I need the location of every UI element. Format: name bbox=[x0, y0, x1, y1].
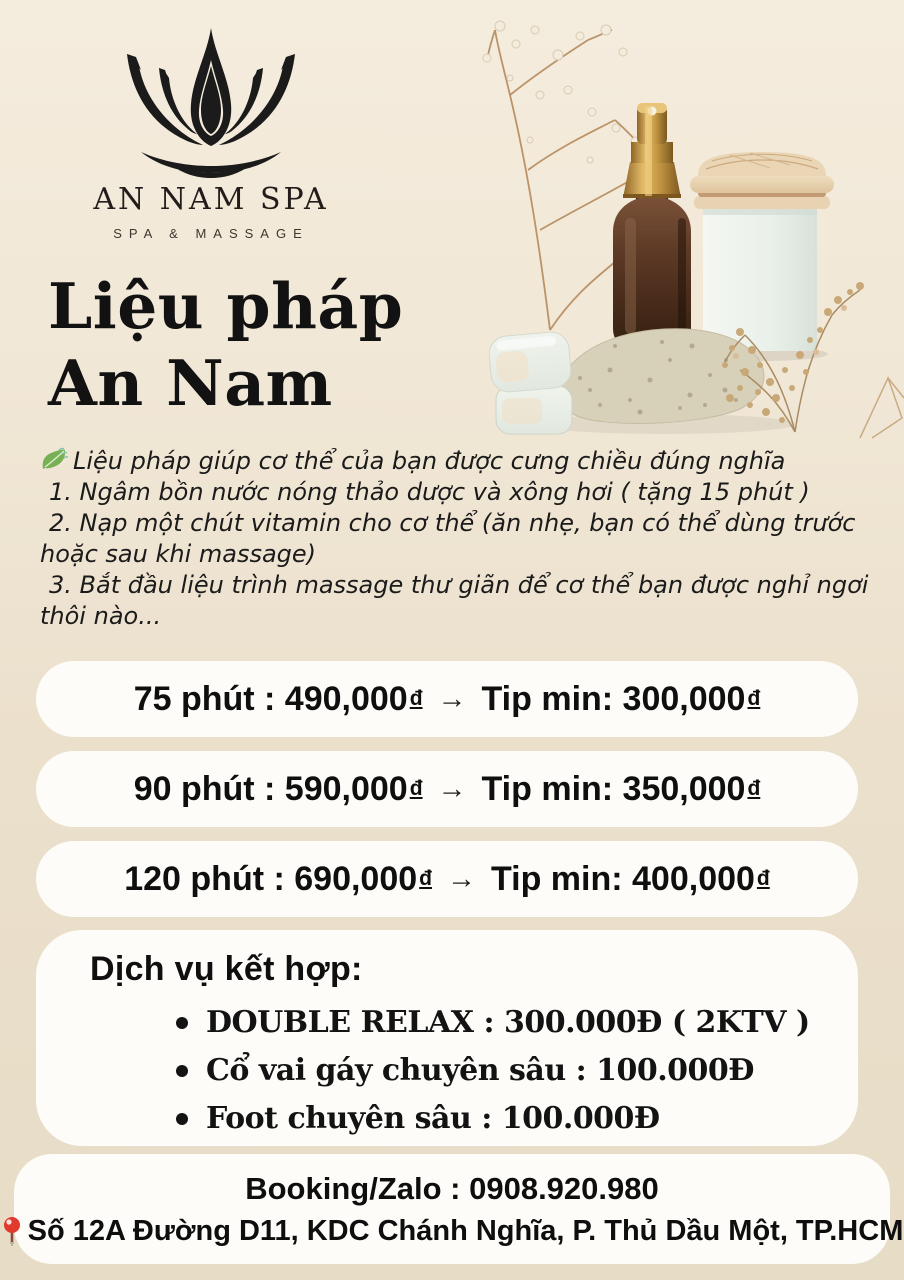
price-row-90: 90 phút : 590,000 đ → Tip min: 350,000 đ bbox=[36, 751, 858, 827]
candle-jar bbox=[690, 152, 834, 351]
intro-step: 2. Nạp một chút vitamin cho cơ thể (ăn nhẹ, bạn có thể dùng trước hoặc sau khi massage) bbox=[40, 509, 856, 568]
tip-label: Tip min: 350,000 bbox=[481, 769, 746, 808]
tip-label: Tip min: 300,000 bbox=[481, 679, 746, 718]
arrow-icon: → bbox=[437, 682, 467, 715]
address-text: Số 12A Đường D11, KDC Chánh Nghĩa, P. Thủ Dầu Một, TP.HCM bbox=[27, 1215, 904, 1247]
lotus-flame-icon bbox=[111, 26, 311, 178]
booking-phone: Booking/Zalo : 0908.920.980 bbox=[245, 1171, 659, 1206]
spa-products-photo bbox=[440, 0, 904, 440]
price-row-120: 120 phút : 690,000 đ → Tip min: 400,000 đ bbox=[36, 841, 858, 917]
contact-card bbox=[14, 1154, 904, 1264]
combo-heading: Dịch vụ kết hợp: bbox=[90, 950, 363, 988]
price-label: 90 phút : 590,000 bbox=[133, 769, 408, 808]
pumice-stone bbox=[558, 329, 764, 424]
list-item bbox=[176, 1053, 828, 1088]
glass-cubes bbox=[488, 331, 573, 434]
list-item bbox=[176, 1101, 828, 1136]
logo-tagline: SPA & MASSAGE bbox=[113, 226, 309, 241]
tip-label: Tip min: 400,000 bbox=[490, 859, 755, 898]
bullet-icon bbox=[176, 1065, 188, 1077]
list-item bbox=[176, 1005, 828, 1040]
combo-item-text: DOUBLE RELAX : 300.000Đ ( 2KTV ) bbox=[206, 1005, 810, 1040]
combo-item-text: Foot chuyên sâu : 100.000Đ bbox=[206, 1101, 660, 1136]
logo-name: AN NAM SPA bbox=[93, 182, 329, 217]
intro-step: 3. Bắt đầu liệu trình massage thư giãn để cơ thể bạn được nghỉ ngơi thôi nào... bbox=[40, 571, 869, 630]
bullet-icon bbox=[176, 1017, 188, 1029]
combo-item-text: Cổ vai gáy chuyên sâu : 100.000Đ bbox=[206, 1053, 755, 1088]
combo-list bbox=[90, 1005, 828, 1136]
logo bbox=[78, 26, 344, 241]
address-row bbox=[14, 1215, 904, 1248]
price-row-75: 75 phút : 490,000 đ → Tip min: 300,000 đ bbox=[36, 661, 858, 737]
title-line2: An Nam bbox=[48, 346, 333, 420]
price-label: 120 phút : 690,000 bbox=[124, 859, 418, 898]
amber-spray-bottle bbox=[610, 103, 694, 358]
leaf-icon bbox=[40, 447, 68, 473]
twig-lines bbox=[860, 378, 904, 438]
intro-lead-text: Liệu pháp giúp cơ thể của bạn được cưng chiều đúng nghĩa bbox=[73, 447, 786, 475]
title-line1: Liệu pháp bbox=[48, 269, 404, 343]
arrow-icon: → bbox=[437, 772, 467, 805]
intro-text bbox=[40, 446, 872, 632]
price-label: 75 phút : 490,000 bbox=[133, 679, 408, 718]
arrow-icon: → bbox=[446, 862, 476, 895]
intro-step: 1. Ngâm bồn nước nóng thảo dược và xông hơi ( tặng 15 phút ) bbox=[49, 478, 810, 506]
location-pin-icon bbox=[1, 1216, 23, 1248]
bullet-icon bbox=[176, 1113, 188, 1125]
intro-lead bbox=[40, 446, 872, 477]
page-title bbox=[48, 268, 403, 422]
combo-services-card bbox=[36, 930, 858, 1146]
